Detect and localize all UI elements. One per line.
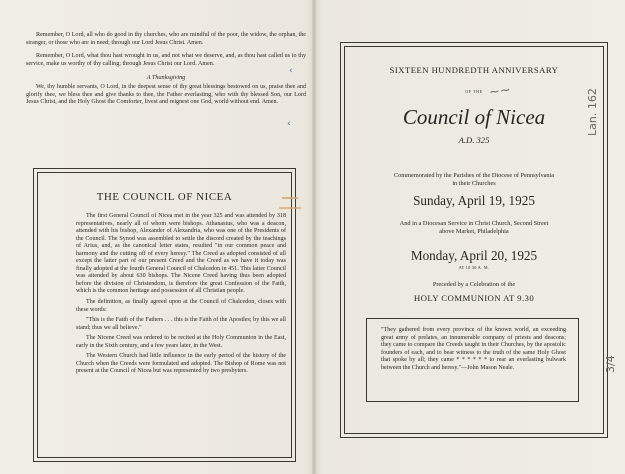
thanksgiving-text: We, thy humble servants, O Lord, in the deepest sense of thy great blessings bestowed on us, praise thee and glorify thee, we bless thee and give thanks to thee, the Father everlasting, who with thy blessed Son, our Lord Jesus Christ, and the Holy Ghost the Comforter, livest and reignest one God, world without end. Amen. bbox=[26, 83, 306, 106]
council-of-nicea-title: Council of Nicea bbox=[402, 105, 546, 129]
center-fold bbox=[312, 0, 316, 474]
council-paragraph: The Nicene Creed was ordered to be recited at the Holy Communion in the East, early in the Sixth century, and a few years later, in the West. bbox=[76, 335, 286, 349]
preceded-text: Preceded by a Celebration of the bbox=[432, 281, 516, 288]
thanksgiving-heading: A Thanksgiving bbox=[146, 74, 186, 82]
prayer-2: Remember, O Lord, what thou hast wrought in us, and not what we deserve, and, as thou hast called us to thy service, make us worthy of thy calling; through Jesus Christ our Lord. Amen. bbox=[26, 53, 306, 67]
neale-quote: "They gathered from every province of the known world, an exceeding great army of prelates, an innumerable company of priests and deacons; they came to compare the Creeds taught in their Churches, by the apostolic founders of each, and to bear witness to the truth of the same Holy Ghost that spoke by all; they came * * * * * * to rear an everlasting bulwark between the Church and heresy."—John Mason Neale. bbox=[381, 327, 566, 371]
year-label: A.D. 325 bbox=[458, 135, 490, 145]
pencil-check-mark: ‹ bbox=[287, 119, 291, 129]
of-the-label: OF THE bbox=[465, 89, 483, 94]
service-time: AT 10.30 A. M. bbox=[458, 265, 490, 270]
pencil-check-mark: ‹ bbox=[289, 66, 293, 76]
diocesan-service-text bbox=[341, 220, 607, 236]
council-of-nicea-box bbox=[33, 168, 296, 462]
sunday-date: Sunday, April 19, 1925 bbox=[413, 193, 535, 208]
pencil-margin-note: 3/4 bbox=[604, 355, 617, 373]
council-paragraph: The Western Church had little influence in the early period of the history of the Church when the Creeds were formulated and adopted. The Bishop of Rome was not present at the Council of Nicea but was represented by two presbyters. bbox=[76, 353, 286, 375]
neale-quote-box bbox=[366, 318, 579, 402]
council-box-body bbox=[76, 213, 286, 379]
diocesan-line-1: And in a Diocesan Service in Christ Church, Second Street bbox=[399, 220, 549, 227]
prayer-1: Remember, O Lord, all who do good in thy churches, who are mindful of the poor, the widow, the orphan, the stranger, or those who are in need; through our Lord Jesus Christ. Amen. bbox=[26, 32, 306, 46]
anniversary-heading: SIXTEEN HUNDREDTH ANNIVERSARY bbox=[389, 65, 559, 75]
stain-mark bbox=[282, 197, 298, 199]
council-box-title: THE COUNCIL OF NICEA bbox=[96, 191, 233, 203]
stain-mark bbox=[279, 207, 301, 209]
commemorated-line-1: Commemorated by the Parishes of the Diocese of Pennsylvania bbox=[393, 172, 555, 179]
council-paragraph: The first General Council of Nicea met in the year 325 and was attended by 318 representatives, nearly all of whom were bishops. Athanasius, who was a deacon, attended with his bishop, Alexander of Alexandria, who was one of the Presidents of the Council. The Synod was assembled to settle the discord created by the teachings of Arius, and, as the canonical letter states, resulted "in our common peace and harmony and the cutting off of every heresy." The Creed as adopted consisted of all except the latter part of our present Creed and the Creed as we have it today was finally adopted at the fourth General Council of Chalcedon in 451. This latter Council was attended by about 630 bishops. The Nicene Creed having thus been adopted before the division of Christendom, is therefore the great Confession of the Faith, which is the common heritage and possession of all Christian people. bbox=[76, 213, 286, 295]
council-paragraph: The definition, as finally agreed upon at the Council of Chalcedon, closes with these words: bbox=[76, 299, 286, 313]
holy-communion-time: HOLY COMMUNION AT 9.30 bbox=[413, 293, 535, 303]
commemorated-line-2: in their Churches bbox=[452, 180, 496, 187]
council-paragraph: "This is the Faith of the Fathers . . . this is the Faith of the Apostles; by this we all stand; thus we all believe." bbox=[76, 317, 286, 331]
cover-box bbox=[340, 42, 608, 438]
left-page-prayers bbox=[26, 32, 306, 113]
pencil-margin-note: Lan. 162 bbox=[586, 88, 599, 136]
commemorated-text bbox=[341, 172, 607, 188]
monday-date: Monday, April 20, 1925 bbox=[410, 248, 538, 263]
diocesan-line-2: above Market, Philadelphia bbox=[439, 228, 509, 235]
pencil-scribble: ~~ bbox=[488, 82, 512, 101]
